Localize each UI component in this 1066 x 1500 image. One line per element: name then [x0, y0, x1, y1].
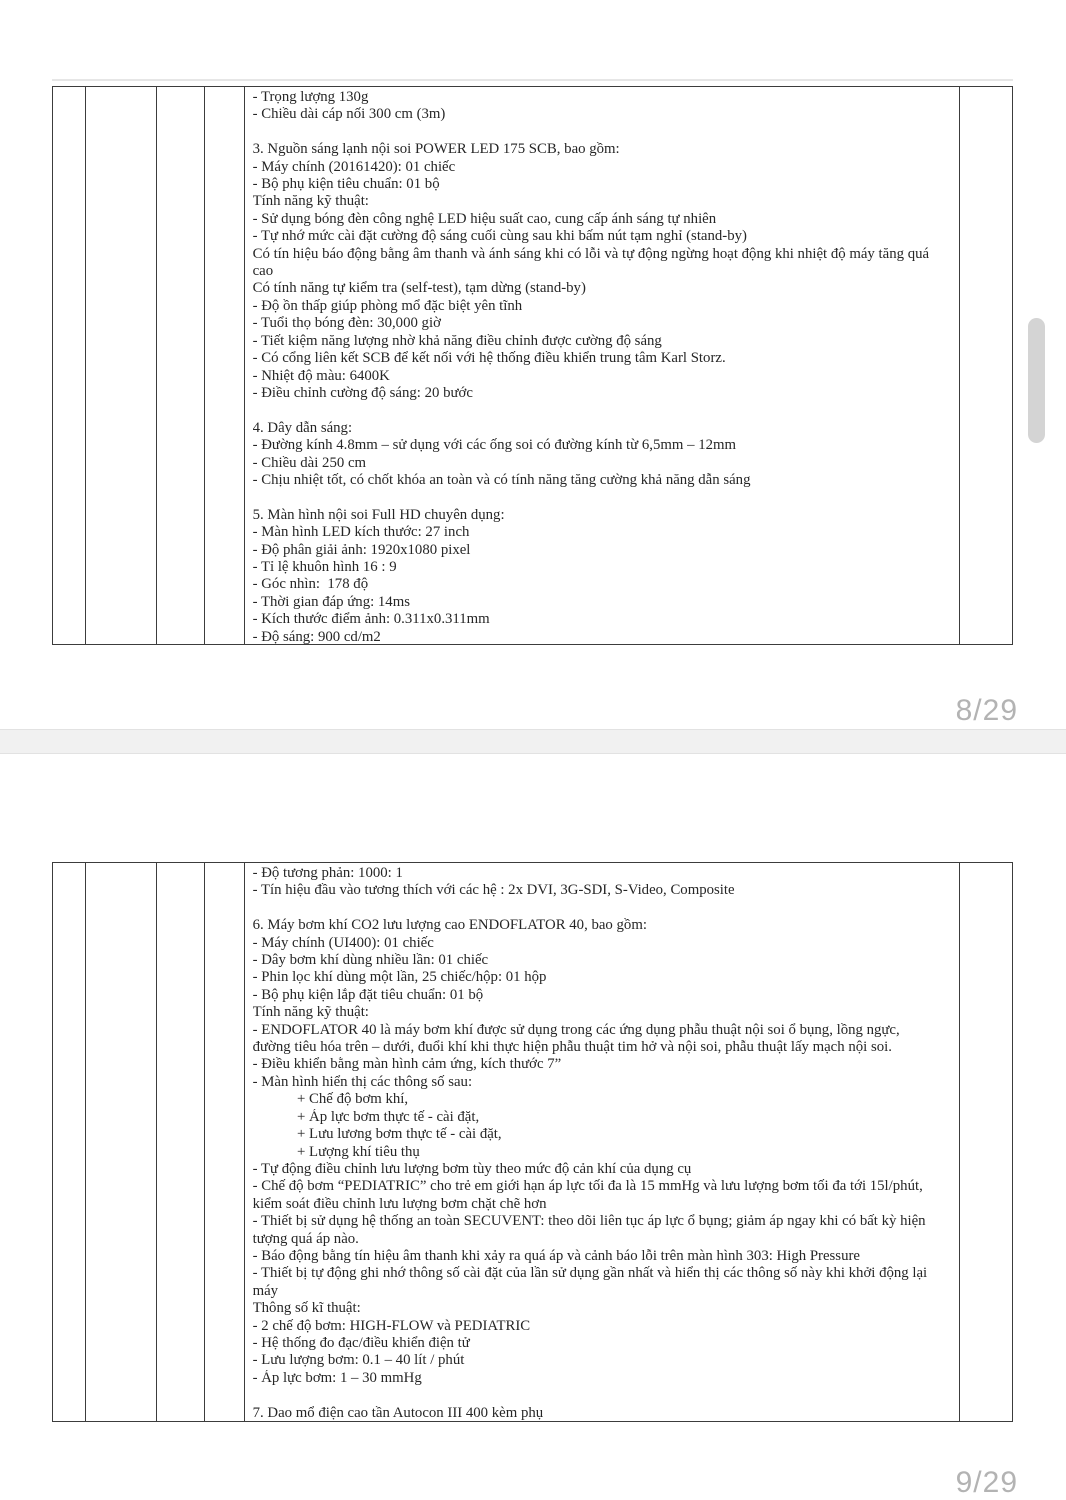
spec-line: + Áp lực bơm thực tế - cài đặt, [252, 1108, 480, 1125]
spec-line: - Báo động bằng tín hiệu âm thanh khi xảy ra quá áp và cảnh báo lỗi trên màn hình 303: High Pressure [252, 1247, 860, 1264]
page8-empty-col-2 [86, 87, 157, 644]
spec-line: - Tín hiệu đầu vào tương thích với các hệ : 2x DVI, 3G-SDI, S-Video, Composite [252, 882, 735, 899]
spec-line: 5. Màn hình nội soi Full HD chuyên dụng: [252, 506, 505, 523]
spec-line: - Kích thước điểm ảnh: 0.311x0.311mm [252, 611, 490, 628]
spec-line [253, 402, 954, 419]
spec-line: + Chế độ bơm khí, [252, 1091, 409, 1108]
spec-line: - ENDOFLATOR 40 là máy bơm khí được sử dụng trong các ứng dụng phẫu thuật nội soi ổ bụng, lồng ngực, [252, 1021, 900, 1038]
spec-line: cao [252, 263, 274, 280]
spec-line: - Độ phân giải ảnh: 1920x1080 pixel [252, 541, 471, 558]
page9-number-label: 9/29 [955, 1466, 1018, 1499]
page8-empty-col-5 [960, 87, 1012, 644]
spec-line: - Tiết kiệm năng lượng nhờ khả năng điều chỉnh được cường độ sáng [252, 332, 662, 349]
spec-line: kiểm soát điều chỉnh lưu lượng bơm chặt chẽ hơn [252, 1195, 547, 1212]
spec-line: tượng quá áp nào. [252, 1230, 359, 1247]
spec-line: - Sử dụng bóng đèn công nghệ LED hiệu suất cao, cung cấp ánh sáng tự nhiên [252, 210, 717, 227]
spec-line: 6. Máy bơm khí CO2 lưu lượng cao ENDOFLATOR 40, bao gồm: [252, 917, 647, 934]
spec-line: - Độ ồn thấp giúp phòng mổ đặc biệt yên tĩnh [252, 297, 523, 314]
spec-line: - Tự nhớ mức cài đặt cường độ sáng cuối cùng sau khi bấm nút tạm nghỉ (stand-by) [252, 228, 747, 245]
spec-line: Tính năng kỹ thuật: [252, 193, 369, 210]
spec-line: - Chịu nhiệt tốt, có chốt khóa an toàn và có tính năng tăng cường khả năng dẫn sáng [252, 471, 751, 488]
spec-line: 3. Nguồn sáng lạnh nội soi POWER LED 175 SCB, bao gồm: [252, 141, 620, 158]
spec-line: - Phin lọc khí dùng một lần, 25 chiếc/hộp: 01 hộp [252, 969, 547, 986]
spec-line: - Màn hình LED kích thước: 27 inch [252, 524, 470, 541]
page8-empty-col-3 [157, 87, 205, 644]
spec-line: 4. Dây dẫn sáng: [252, 419, 353, 436]
spec-line: - Thời gian đáp ứng: 14ms [252, 593, 410, 610]
spec-line: Thông số kĩ thuật: [252, 1300, 361, 1317]
page8-spec-table [52, 86, 1013, 645]
page9-spec-table [52, 862, 1013, 1422]
spec-line: - Nhiệt độ màu: 6400K [252, 367, 390, 384]
page9-spec-text-cell [245, 863, 961, 1421]
spec-line: - Chiều dài 250 cm [252, 454, 367, 471]
scan-artifact-line [52, 79, 1013, 81]
spec-line: - Bộ phụ kiện tiêu chuẩn: 01 bộ [252, 176, 440, 193]
vertical-scrollbar-thumb[interactable] [1028, 318, 1045, 443]
page9-empty-col-2 [86, 863, 157, 1421]
page-separator-band [0, 729, 1066, 754]
spec-line [253, 489, 954, 506]
spec-line: - Dây bơm khí dùng nhiều lần: 01 chiếc [252, 952, 489, 969]
spec-line: - Thiết bị sử dụng hệ thống an toàn SECUVENT: theo dõi liên tục áp lực ổ bụng; giảm áp ngay khi có bất kỳ hiện [252, 1213, 926, 1230]
spec-line: đường tiêu hóa trên – dưới, đuổi khí khi thực hiện phẫu thuật tim hở và nội soi, phẫu thuật lấy mạch nội soi. [252, 1039, 892, 1056]
spec-line: - Độ tương phản: 1000: 1 [252, 865, 403, 881]
spec-line: - Tuổi thọ bóng đèn: 30,000 giờ [252, 315, 441, 332]
page8-number-label: 8/29 [955, 694, 1018, 727]
spec-line: - Áp lực bơm: 1 – 30 mmHg [252, 1369, 422, 1386]
page8-empty-col-1 [53, 87, 86, 644]
spec-line: - Thiết bị tự động ghi nhớ thông số cài đặt của lần sử dụng gần nhất và hiển thị các thông số này khi khởi động lại [252, 1265, 928, 1282]
spec-line: Tính năng kỹ thuật: [252, 1004, 369, 1021]
spec-line: - Độ sáng: 900 cd/m2 [252, 628, 381, 644]
spec-line: - Bộ phụ kiện lắp đặt tiêu chuẩn: 01 bộ [252, 986, 484, 1003]
spec-line: - Tự động điều chỉnh lưu lượng bơm tùy theo mức độ cản khí của dụng cụ [252, 1160, 692, 1177]
spec-line: Có tính năng tự kiểm tra (self-test), tạm dừng (stand-by) [252, 280, 586, 297]
page8-spec-text-cell [245, 87, 961, 644]
spec-line: - Máy chính (20161420): 01 chiếc [252, 158, 456, 175]
spec-line: - Điều khiển bằng màn hình cảm ứng, kích thước 7” [252, 1056, 562, 1073]
page9-empty-col-1 [53, 863, 86, 1421]
spec-line: - Hệ thống đo đạc/điều khiển điện tử [252, 1334, 470, 1351]
spec-line: - Máy chính (UI400): 01 chiếc [252, 934, 434, 951]
spec-line: - Đường kính 4.8mm – sử dụng với các ống soi có đường kính từ 6,5mm – 12mm [252, 437, 737, 454]
spec-line: - Chiều dài cáp nối 300 cm (3m) [252, 106, 446, 123]
spec-line: Có tín hiệu báo động bằng âm thanh và ánh sáng khi có lỗi và tự động ngừng hoạt động khi nhiệt độ máy tăng quá [252, 245, 930, 262]
spec-line: - 2 chế độ bơm: HIGH-FLOW và PEDIATRIC [252, 1317, 531, 1334]
spec-line: + Lượng khí tiêu thụ [252, 1143, 420, 1160]
spec-line: - Màn hình hiển thị các thông số sau: [252, 1073, 473, 1090]
spec-line: - Điều chỉnh cường độ sáng: 20 bước [252, 384, 473, 401]
spec-line: - Lưu lượng bơm: 0.1 – 40 lít / phút [252, 1352, 465, 1369]
spec-line [253, 900, 954, 917]
page9-empty-col-3 [157, 863, 205, 1421]
spec-line: máy [252, 1282, 279, 1299]
spec-line: + Lưu lương bơm thực tế - cài đặt, [252, 1126, 502, 1143]
page8-empty-col-4 [205, 87, 245, 644]
page9-empty-col-4 [205, 863, 245, 1421]
spec-line: - Góc nhìn: 178 độ [252, 576, 369, 593]
spec-line [253, 1387, 954, 1404]
spec-line: - Chế độ bơm “PEDIATRIC” cho trẻ em giới hạn áp lực tối đa là 15 mmHg và lưu lượng bơm tối đa tới 15l/phút, [252, 1178, 923, 1195]
spec-line [253, 124, 954, 141]
spec-line: - Có cổng liên kết SCB để kết nối với hệ thống điều khiển trung tâm Karl Storz. [252, 350, 726, 367]
spec-line: - Tỉ lệ khuôn hình 16 : 9 [252, 558, 397, 575]
spec-line: - Trọng lượng 130g [252, 89, 369, 105]
page9-empty-col-5 [960, 863, 1012, 1421]
spec-line: 7. Dao mổ điện cao tần Autocon III 400 kèm phụ [252, 1404, 544, 1421]
